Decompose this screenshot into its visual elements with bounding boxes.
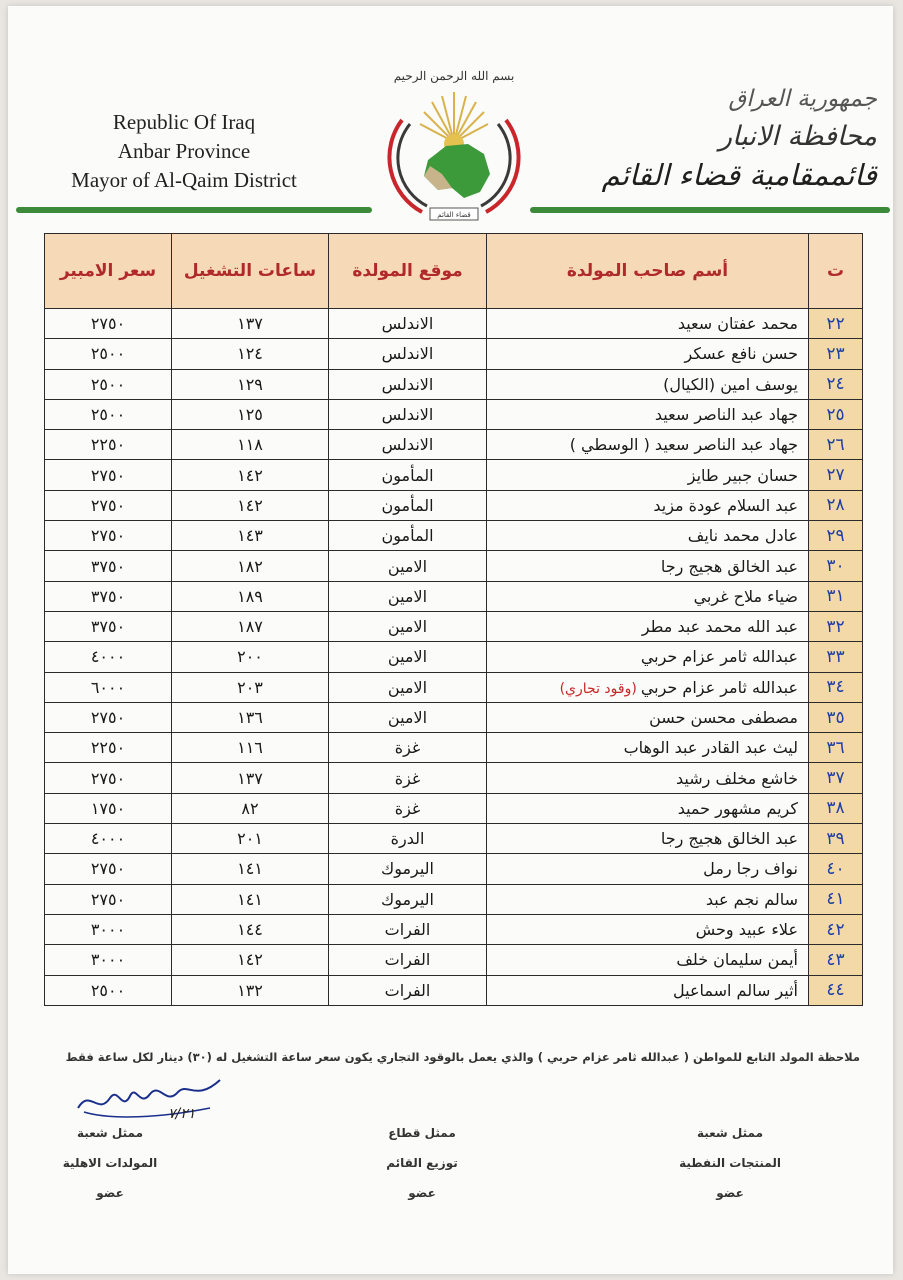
row-number-text: ٣٠ xyxy=(826,556,845,577)
owner-name-text: أيمن سليمان خلف xyxy=(676,950,798,970)
col-header-operating-hours: ساعات التشغيل xyxy=(172,234,329,309)
table-row xyxy=(45,884,863,914)
signature-role: عضو xyxy=(96,1186,124,1200)
owner-name-text: جهاد عبد الناصر سعيد xyxy=(654,405,798,425)
signature-date: ٧/٢١ xyxy=(168,1106,196,1122)
generator-location-text: الاندلس xyxy=(381,314,434,334)
operating-hours-text: ١٣٢ xyxy=(237,980,263,1000)
ampere-price-text: ٢٧٥٠ xyxy=(90,768,126,788)
generator-location xyxy=(329,763,487,793)
row-number xyxy=(809,672,863,702)
row-number-text: ٤١ xyxy=(826,889,845,910)
operating-hours-text: ١٨٧ xyxy=(237,617,263,637)
signature-role: عضو xyxy=(408,1186,436,1200)
ampere-price-text: ٢٧٥٠ xyxy=(90,314,126,334)
row-number-text: ٤٣ xyxy=(826,949,845,970)
table-row xyxy=(45,733,863,763)
generator-location-text: الاندلس xyxy=(381,344,434,364)
owner-name-text: يوسف امين (الكيال) xyxy=(663,374,798,394)
operating-hours-text: ١١٦ xyxy=(237,738,263,758)
row-number-text: ٣١ xyxy=(826,586,845,607)
generator-location-text: غزة xyxy=(394,738,421,758)
ampere-price xyxy=(45,824,172,854)
operating-hours-text: ٢٠٣ xyxy=(237,677,263,697)
ampere-price xyxy=(45,733,172,763)
generator-location-text: غزة xyxy=(394,798,421,818)
generator-location xyxy=(329,642,487,672)
generator-location xyxy=(329,672,487,702)
row-number xyxy=(809,581,863,611)
owner-name-text: عبد الخالق هجيج رجا xyxy=(660,556,798,576)
generator-location xyxy=(329,460,487,490)
owner-name xyxy=(487,521,809,551)
row-number-text: ٢٢ xyxy=(826,313,845,334)
operating-hours-text: ١٣٧ xyxy=(237,768,263,788)
row-number xyxy=(809,945,863,975)
owner-name xyxy=(487,702,809,732)
row-number-text: ٤٤ xyxy=(826,980,845,1001)
operating-hours xyxy=(172,884,329,914)
ampere-price-text: ٦٠٠٠ xyxy=(90,677,126,697)
operating-hours xyxy=(172,369,329,399)
generator-location xyxy=(329,733,487,763)
table-header-row xyxy=(45,234,863,309)
ampere-price xyxy=(45,339,172,369)
ampere-price xyxy=(45,884,172,914)
operating-hours xyxy=(172,642,329,672)
generator-location-text: الفرات xyxy=(384,950,431,970)
owner-name-text: أثير سالم اسماعيل xyxy=(673,980,798,1000)
row-number-text: ٣٤ xyxy=(826,677,845,698)
owner-name xyxy=(487,793,809,823)
generator-location xyxy=(329,945,487,975)
ampere-price xyxy=(45,702,172,732)
operating-hours-text: ١٤٣ xyxy=(237,526,263,546)
signature-department: المنتجات النفطية xyxy=(679,1156,781,1170)
row-number xyxy=(809,884,863,914)
operating-hours xyxy=(172,551,329,581)
owner-name xyxy=(487,824,809,854)
owner-name-text: عبد الخالق هجيج رجا xyxy=(660,829,798,849)
generator-location-text: الامين xyxy=(387,556,428,576)
owner-name xyxy=(487,975,809,1005)
ampere-price xyxy=(45,551,172,581)
generator-location-text: الفرات xyxy=(384,920,431,940)
ampere-price-text: ٣٧٥٠ xyxy=(90,617,126,637)
operating-hours xyxy=(172,339,329,369)
table-row xyxy=(45,702,863,732)
generator-location xyxy=(329,824,487,854)
operating-hours-text: ١٢٤ xyxy=(237,344,263,364)
table-row xyxy=(45,339,863,369)
generator-location xyxy=(329,702,487,732)
row-number xyxy=(809,914,863,944)
owner-name-text: ليث عبد القادر عبد الوهاب xyxy=(623,738,798,758)
operating-hours-text: ١٤٢ xyxy=(237,465,263,485)
owner-name xyxy=(487,914,809,944)
table-row xyxy=(45,914,863,944)
row-number xyxy=(809,309,863,339)
ampere-price-text: ٢٢٥٠ xyxy=(90,435,126,455)
row-number-text: ٤٢ xyxy=(826,919,845,940)
owner-name-text: حسان جبير طايز xyxy=(687,465,798,485)
row-number-text: ٢٣ xyxy=(826,343,845,364)
row-number xyxy=(809,824,863,854)
row-number-text: ٢٨ xyxy=(826,495,845,516)
generator-location xyxy=(329,581,487,611)
ampere-price-text: ٢٥٠٠ xyxy=(90,405,126,425)
ampere-price xyxy=(45,763,172,793)
generator-location-text: المأمون xyxy=(381,465,434,485)
owner-name-text: خاشع مخلف رشيد xyxy=(676,768,798,788)
col-header-ampere-price: سعر الامبير xyxy=(45,234,172,309)
owner-name xyxy=(487,490,809,520)
operating-hours-text: ٢٠٠ xyxy=(237,647,263,667)
generator-location xyxy=(329,430,487,460)
generator-location xyxy=(329,975,487,1005)
generator-location xyxy=(329,914,487,944)
generator-location-text: الامين xyxy=(387,586,428,606)
generator-location-text: الامين xyxy=(387,617,428,637)
signature-department: توزيع القائم xyxy=(386,1156,458,1170)
owner-name xyxy=(487,642,809,672)
arabic-letterhead xyxy=(587,80,877,194)
row-number-text: ٣٩ xyxy=(826,828,845,849)
operating-hours-text: ١٣٦ xyxy=(237,708,263,727)
row-number-text: ٢٩ xyxy=(826,525,845,546)
ampere-price xyxy=(45,914,172,944)
signature-title: ممثل شعبة xyxy=(76,1126,143,1140)
table-row xyxy=(45,672,863,702)
arabic-line-district: قائممقامية قضاء القائم xyxy=(601,158,877,192)
table-row xyxy=(45,460,863,490)
row-number xyxy=(809,430,863,460)
owner-name-text: محمد عفتان سعيد xyxy=(677,314,798,334)
ampere-price xyxy=(45,854,172,884)
ampere-price xyxy=(45,460,172,490)
owner-name xyxy=(487,945,809,975)
english-letterhead xyxy=(24,108,344,195)
owner-name xyxy=(487,611,809,641)
operating-hours-text: ١٨٩ xyxy=(237,586,263,606)
owner-name-text: عبد السلام عودة مزيد xyxy=(653,495,798,515)
english-line-district: Mayor of Al-Qaim District xyxy=(71,168,297,192)
ampere-price-text: ٢٥٠٠ xyxy=(90,374,126,394)
ampere-price xyxy=(45,672,172,702)
owner-name xyxy=(487,672,809,702)
ampere-price-text: ١٧٥٠ xyxy=(90,798,126,818)
signature-role: عضو xyxy=(716,1186,744,1200)
arabic-line-country: جمهورية العراق xyxy=(728,86,877,112)
signature-block-distribution xyxy=(362,1118,482,1208)
operating-hours-text: ١٤١ xyxy=(237,859,263,879)
owner-name-text: عبدالله ثامر عزام حربي xyxy=(640,647,798,667)
generator-location-text: المأمون xyxy=(381,526,434,546)
owner-name xyxy=(487,460,809,490)
owner-name-text: سالم نجم عبد xyxy=(705,889,798,909)
operating-hours-text: ١٤٢ xyxy=(237,495,263,515)
ampere-price xyxy=(45,309,172,339)
table-row xyxy=(45,490,863,520)
operating-hours xyxy=(172,430,329,460)
row-number xyxy=(809,733,863,763)
ampere-price-text: ٣٠٠٠ xyxy=(90,920,126,940)
table-row xyxy=(45,824,863,854)
arabic-line-province: محافظة الانبار xyxy=(718,121,877,152)
ampere-price xyxy=(45,945,172,975)
owner-name xyxy=(487,430,809,460)
row-number-text: ٣٧ xyxy=(826,768,845,789)
owner-name-text: مصطفى محسن حسن xyxy=(649,708,798,727)
generator-location xyxy=(329,369,487,399)
row-number xyxy=(809,611,863,641)
row-number-text: ٣٨ xyxy=(826,798,845,819)
operating-hours-text: ١٤٢ xyxy=(237,950,263,970)
operating-hours-text: ٢٠١ xyxy=(237,829,263,849)
operating-hours xyxy=(172,793,329,823)
generator-location-text: الاندلس xyxy=(381,405,434,425)
owner-name xyxy=(487,763,809,793)
owner-name xyxy=(487,733,809,763)
col-header-owner-name: أسم صاحب المولدة xyxy=(487,234,809,309)
generator-location xyxy=(329,611,487,641)
table-row xyxy=(45,551,863,581)
table-row xyxy=(45,309,863,339)
ampere-price xyxy=(45,581,172,611)
row-number-text: ٢٤ xyxy=(826,374,845,395)
table-row xyxy=(45,581,863,611)
generators-table xyxy=(44,233,863,1006)
row-number xyxy=(809,339,863,369)
ampere-price xyxy=(45,642,172,672)
generator-location-text: الاندلس xyxy=(381,374,434,394)
operating-hours-text: ١٤١ xyxy=(237,889,263,909)
ampere-price-text: ٢٧٥٠ xyxy=(90,465,126,485)
table-row xyxy=(45,763,863,793)
emblem-caption: قضاء القائم xyxy=(437,211,471,219)
ampere-price xyxy=(45,793,172,823)
operating-hours-text: ١٢٥ xyxy=(237,405,263,425)
table-row xyxy=(45,854,863,884)
row-number-text: ٣٣ xyxy=(826,646,845,667)
table-row xyxy=(45,642,863,672)
ampere-price-text: ٢٥٠٠ xyxy=(90,344,126,364)
operating-hours xyxy=(172,672,329,702)
operating-hours xyxy=(172,975,329,1005)
owner-name xyxy=(487,551,809,581)
row-number-text: ٢٥ xyxy=(826,404,845,425)
ampere-price xyxy=(45,430,172,460)
operating-hours-text: ١٣٧ xyxy=(237,314,263,334)
owner-name xyxy=(487,854,809,884)
operating-hours-text: ١٢٩ xyxy=(237,374,263,394)
generator-location xyxy=(329,551,487,581)
english-line-country: Republic Of Iraq xyxy=(112,110,256,134)
operating-hours xyxy=(172,521,329,551)
operating-hours-text: ١٨٢ xyxy=(237,556,263,576)
ampere-price-text: ٤٠٠٠ xyxy=(90,647,126,667)
operating-hours xyxy=(172,854,329,884)
ampere-price-text: ٢٧٥٠ xyxy=(90,526,126,546)
table-row xyxy=(45,611,863,641)
ampere-price xyxy=(45,369,172,399)
generator-location-text: اليرموك xyxy=(381,859,434,879)
row-number xyxy=(809,490,863,520)
table-row xyxy=(45,975,863,1005)
district-emblem-logo xyxy=(372,62,536,232)
ampere-price xyxy=(45,521,172,551)
row-number-text: ٢٦ xyxy=(826,434,845,455)
generator-location-text: الاندلس xyxy=(381,435,434,455)
row-number xyxy=(809,702,863,732)
owner-name xyxy=(487,369,809,399)
owner-name-text: كريم مشهور حميد xyxy=(677,798,798,818)
english-line-province: Anbar Province xyxy=(117,139,251,163)
generator-location-text: اليرموك xyxy=(381,889,434,909)
row-number xyxy=(809,642,863,672)
operating-hours xyxy=(172,490,329,520)
ampere-price-text: ٢٧٥٠ xyxy=(90,495,126,515)
row-number-text: ٣٦ xyxy=(826,737,845,758)
row-number xyxy=(809,854,863,884)
owner-name-text: عبد الله محمد عبد مطر xyxy=(641,617,798,637)
operating-hours-text: ١٤٤ xyxy=(237,920,263,940)
generator-location-text: الامين xyxy=(387,647,428,667)
ampere-price-text: ٢٢٥٠ xyxy=(90,738,126,758)
ampere-price-text: ٢٧٥٠ xyxy=(90,708,126,727)
row-number xyxy=(809,369,863,399)
owner-name-text: عادل محمد نايف xyxy=(687,526,798,546)
generator-location-text: الامين xyxy=(387,708,428,727)
owner-name xyxy=(487,884,809,914)
signature-block-oil-products xyxy=(675,1118,785,1208)
header-divider-right xyxy=(530,207,890,213)
row-number-text: ٣٥ xyxy=(826,707,845,728)
ampere-price-text: ٤٠٠٠ xyxy=(90,829,126,849)
generator-location-text: الامين xyxy=(387,677,428,697)
row-number xyxy=(809,763,863,793)
table-row xyxy=(45,369,863,399)
fuel-type-tag: (وقود تجاري) xyxy=(559,680,637,697)
owner-name xyxy=(487,581,809,611)
owner-name-text: علاء عبيد وحش xyxy=(695,920,798,940)
owner-name-text: نواف رجا رمل xyxy=(703,859,798,879)
row-number xyxy=(809,521,863,551)
table-row xyxy=(45,430,863,460)
generator-location-text: غزة xyxy=(394,768,421,788)
signature-title: ممثل قطاع xyxy=(388,1126,456,1140)
operating-hours xyxy=(172,460,329,490)
table-row xyxy=(45,521,863,551)
ampere-price-text: ٣٧٥٠ xyxy=(90,556,126,576)
generator-location-text: الدرة xyxy=(390,829,425,849)
emblem-basmala: بسم الله الرحمن الرحيم xyxy=(393,69,515,83)
operating-hours xyxy=(172,763,329,793)
row-number xyxy=(809,975,863,1005)
col-header-location: موقع المولدة xyxy=(329,234,487,309)
generator-location-text: الفرات xyxy=(384,980,431,1000)
generator-location xyxy=(329,854,487,884)
operating-hours xyxy=(172,702,329,732)
generator-location xyxy=(329,521,487,551)
owner-name-text: ضياء ملاح غربي xyxy=(693,586,798,606)
operating-hours xyxy=(172,733,329,763)
signature-title: ممثل شعبة xyxy=(696,1126,763,1140)
row-number-text: ٤٠ xyxy=(826,858,845,879)
generator-location xyxy=(329,884,487,914)
col-header-number: ت xyxy=(809,234,863,309)
generator-location xyxy=(329,339,487,369)
operating-hours-text: ١١٨ xyxy=(237,435,263,455)
table-row xyxy=(45,399,863,429)
operating-hours xyxy=(172,914,329,944)
operating-hours xyxy=(172,309,329,339)
ampere-price xyxy=(45,975,172,1005)
operating-hours-text: ٨٢ xyxy=(241,798,259,818)
operating-hours xyxy=(172,399,329,429)
table-row xyxy=(45,793,863,823)
generator-location xyxy=(329,793,487,823)
row-number xyxy=(809,793,863,823)
operating-hours xyxy=(172,611,329,641)
generator-location xyxy=(329,490,487,520)
row-number xyxy=(809,460,863,490)
table-body xyxy=(45,309,863,1006)
header-divider-left xyxy=(16,207,372,213)
owner-name xyxy=(487,309,809,339)
ampere-price-text: ٣٧٥٠ xyxy=(90,586,126,606)
row-number-text: ٣٢ xyxy=(826,616,845,637)
ampere-price xyxy=(45,490,172,520)
ampere-price-text: ٣٠٠٠ xyxy=(90,950,126,970)
signature-department: المولدات الاهلية xyxy=(62,1156,158,1170)
owner-name-text: عبدالله ثامر عزام حربي xyxy=(640,677,798,697)
table-row xyxy=(45,945,863,975)
owner-name xyxy=(487,399,809,429)
owner-name xyxy=(487,339,809,369)
generator-location xyxy=(329,399,487,429)
ampere-price-text: ٢٥٠٠ xyxy=(90,980,126,1000)
operating-hours xyxy=(172,824,329,854)
row-number-text: ٢٧ xyxy=(826,465,845,486)
row-number xyxy=(809,551,863,581)
owner-name-text: جهاد عبد الناصر سعيد ( الوسطي ) xyxy=(569,435,798,455)
row-number xyxy=(809,399,863,429)
signature-block-private-generators xyxy=(40,1118,180,1208)
footnote: ملاحظة المولد التابع للمواطن ( عبدالله ثامر عزام حربي ) والذي يعمل بالوقود التجاري يكون سعر ساعة التشغيل له (٣٠) دينار لكل ساعة فقط xyxy=(65,1050,860,1064)
ampere-price xyxy=(45,399,172,429)
owner-name-text: حسن نافع عسكر xyxy=(684,344,798,364)
ampere-price-text: ٢٧٥٠ xyxy=(90,859,126,879)
ampere-price xyxy=(45,611,172,641)
generator-location-text: المأمون xyxy=(381,495,434,515)
ampere-price-text: ٢٧٥٠ xyxy=(90,889,126,909)
operating-hours xyxy=(172,581,329,611)
generator-location xyxy=(329,309,487,339)
operating-hours xyxy=(172,945,329,975)
